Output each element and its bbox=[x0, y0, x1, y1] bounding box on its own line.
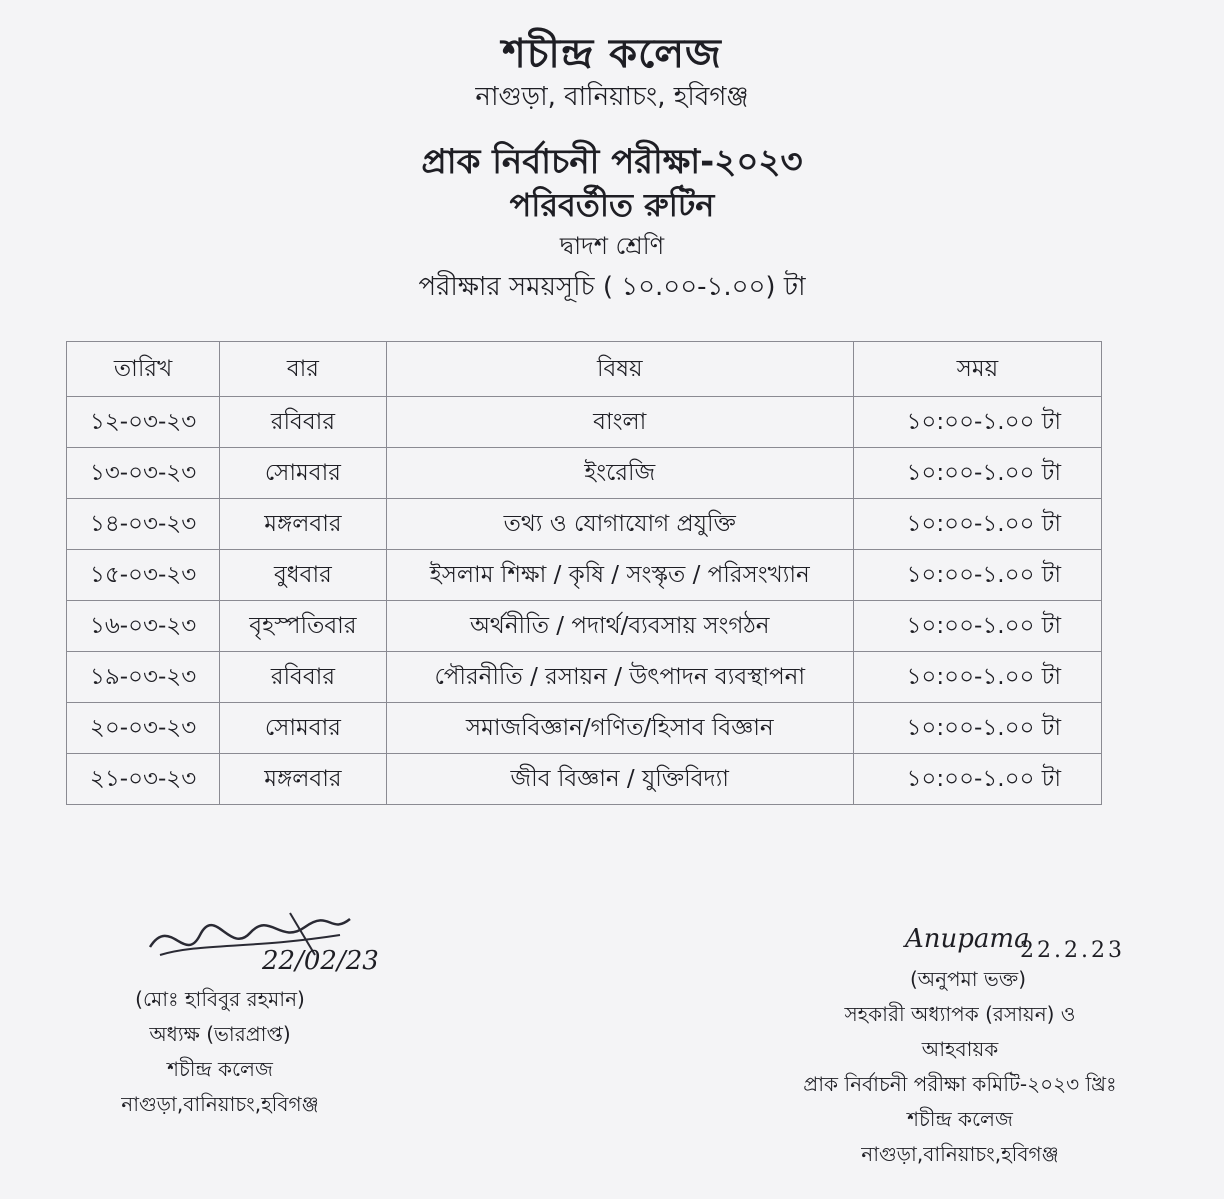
row-date: ২০-০৩-২৩ bbox=[67, 703, 220, 754]
table-row bbox=[67, 652, 1102, 703]
row-day: মঙ্গলবার bbox=[220, 499, 387, 550]
row-time: ১০:০০-১.০০ টা bbox=[853, 652, 1101, 703]
row-day: রবিবার bbox=[220, 397, 387, 448]
row-subject: তথ্য ও যোগাযোগ প্রযুক্তি bbox=[386, 499, 853, 550]
row-subject: সমাজবিজ্ঞান/গণিত/হিসাব বিজ্ঞান bbox=[386, 703, 853, 754]
schedule-time: পরীক্ষার সময়সূচি ( ১০.০০-১.০০) টা bbox=[418, 272, 806, 302]
row-time: ১০:০০-১.০০ টা bbox=[853, 448, 1101, 499]
principal-address: নাগুড়া,বানিয়াচং,হবিগঞ্জ bbox=[121, 1092, 319, 1116]
convener-signature-date: 22.2.23 bbox=[1020, 938, 1125, 963]
convener-designation: সহকারী অধ্যাপক (রসায়ন) ও bbox=[844, 1002, 1076, 1026]
row-subject: ইংরেজি bbox=[386, 448, 853, 499]
row-date: ১৫-০৩-২৩ bbox=[67, 550, 220, 601]
convener-signature-text: Anupama bbox=[905, 924, 1030, 954]
principal-signature-block bbox=[80, 982, 360, 1122]
row-subject: জীব বিজ্ঞান / যুক্তিবিদ্যা bbox=[386, 754, 853, 805]
convener-institution: শচীন্দ্র কলেজ bbox=[907, 1107, 1013, 1131]
exam-routine-table bbox=[66, 341, 1102, 805]
table-row bbox=[67, 601, 1102, 652]
row-subject: বাংলা bbox=[386, 397, 853, 448]
table-row bbox=[67, 754, 1102, 805]
row-date: ১৪-০৩-২৩ bbox=[67, 499, 220, 550]
table-header-row bbox=[67, 342, 1102, 397]
row-time: ১০:০০-১.০০ টা bbox=[853, 754, 1101, 805]
row-day: মঙ্গলবার bbox=[220, 754, 387, 805]
table-row bbox=[67, 397, 1102, 448]
row-time: ১০:০০-১.০০ টা bbox=[853, 703, 1101, 754]
row-time: ১০:০০-১.০০ টা bbox=[853, 499, 1101, 550]
table-row bbox=[67, 550, 1102, 601]
row-subject: পৌরনীতি / রসায়ন / উৎপাদন ব্যবস্থাপনা bbox=[386, 652, 853, 703]
row-day: বুধবার bbox=[220, 550, 387, 601]
row-date: ১৬-০৩-২৩ bbox=[67, 601, 220, 652]
row-day: রবিবার bbox=[220, 652, 387, 703]
header-time: সময় bbox=[853, 342, 1101, 397]
row-date: ১৯-০৩-২৩ bbox=[67, 652, 220, 703]
convener-name: (অনুপমা ভক্ত) bbox=[910, 967, 1027, 991]
convener-address: নাগুড়া,বানিয়াচং,হবিগঞ্জ bbox=[861, 1142, 1059, 1166]
principal-institution: শচীন্দ্র কলেজ bbox=[167, 1057, 273, 1081]
row-time: ১০:০০-১.০০ টা bbox=[853, 397, 1101, 448]
table-row bbox=[67, 499, 1102, 550]
header-date: তারিখ bbox=[67, 342, 220, 397]
convener-role: আহবায়ক bbox=[921, 1037, 999, 1061]
row-subject: ইসলাম শিক্ষা / কৃষি / সংস্কৃত / পরিসংখ্যান bbox=[386, 550, 853, 601]
table-row bbox=[67, 703, 1102, 754]
convener-committee: প্রাক নির্বাচনী পরীক্ষা কমিটি-২০২৩ খ্রিঃ bbox=[803, 1072, 1117, 1096]
row-day: বৃহস্পতিবার bbox=[220, 601, 387, 652]
table-row bbox=[67, 448, 1102, 499]
row-date: ১২-০৩-২৩ bbox=[67, 397, 220, 448]
row-day: সোমবার bbox=[220, 703, 387, 754]
row-time: ১০:০০-১.০০ টা bbox=[853, 550, 1101, 601]
college-name: শচীন্দ্র কলেজ bbox=[502, 31, 722, 77]
row-time: ১০:০০-১.০০ টা bbox=[853, 601, 1101, 652]
row-date: ১৩-০৩-২৩ bbox=[67, 448, 220, 499]
routine-title: পরিবর্তীত রুটিন bbox=[509, 186, 715, 224]
header-subject: বিষয় bbox=[386, 342, 853, 397]
header-day: বার bbox=[220, 342, 387, 397]
row-subject: অর্থনীতি / পদার্থ/ব্যবসায় সংগঠন bbox=[386, 601, 853, 652]
row-date: ২১-০৩-২৩ bbox=[67, 754, 220, 805]
principal-signature-date: 22/02/23 bbox=[262, 946, 379, 976]
class-name: দ্বাদশ শ্রেণি bbox=[559, 232, 665, 260]
principal-designation: অধ্যক্ষ (ভারপ্রাপ্ত) bbox=[149, 1022, 291, 1046]
college-address: নাগুড়া, বানিয়াচং, হবিগঞ্জ bbox=[475, 82, 749, 112]
principal-name: (মোঃ হাবিবুর রহমান) bbox=[135, 987, 305, 1011]
exam-title: প্রাক নির্বাচনী পরীক্ষা-২০২৩ bbox=[421, 142, 803, 182]
convener-signature-block bbox=[770, 962, 1150, 1172]
row-day: সোমবার bbox=[220, 448, 387, 499]
